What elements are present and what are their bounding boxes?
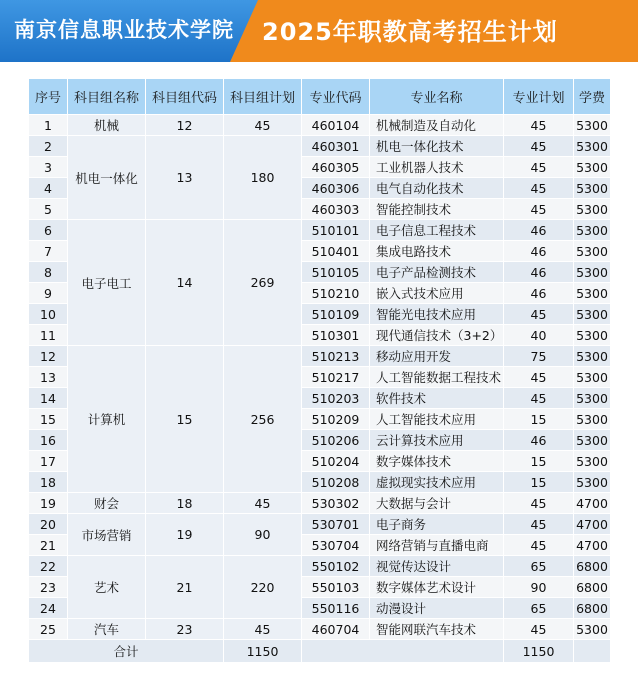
row-number: 2	[29, 136, 68, 157]
column-header: 专业代码	[302, 79, 370, 115]
major-name-cell: 动漫设计	[370, 598, 504, 619]
major-code-cell: 510208	[302, 472, 370, 493]
major-code-cell: 530701	[302, 514, 370, 535]
major-plan-cell: 45	[504, 157, 574, 178]
tuition-cell: 5300	[574, 472, 611, 493]
major-code-cell: 460305	[302, 157, 370, 178]
major-name-cell: 机械制造及自动化	[370, 115, 504, 136]
group-name-cell: 机械	[68, 115, 146, 136]
major-code-cell: 550102	[302, 556, 370, 577]
major-name-cell: 现代通信技术（3+2）	[370, 325, 504, 346]
major-code-cell: 550116	[302, 598, 370, 619]
tuition-cell: 6800	[574, 598, 611, 619]
group-plan-cell: 220	[224, 556, 302, 619]
major-name-cell: 人工智能技术应用	[370, 409, 504, 430]
table-row	[29, 514, 611, 535]
total-label-cell: 合计	[29, 640, 224, 663]
group-name-cell: 电子电工	[68, 220, 146, 346]
tuition-cell: 4700	[574, 493, 611, 514]
major-code-cell: 460704	[302, 619, 370, 640]
row-number: 19	[29, 493, 68, 514]
row-number: 13	[29, 367, 68, 388]
row-number: 16	[29, 430, 68, 451]
column-header: 科目组名称	[68, 79, 146, 115]
group-plan-cell: 45	[224, 115, 302, 136]
group-code-cell: 12	[146, 115, 224, 136]
column-header: 专业名称	[370, 79, 504, 115]
total-row	[29, 640, 611, 663]
major-plan-cell: 46	[504, 220, 574, 241]
major-plan-cell: 45	[504, 136, 574, 157]
group-plan-cell: 256	[224, 346, 302, 493]
major-name-cell: 数字媒体艺术设计	[370, 577, 504, 598]
row-number: 11	[29, 325, 68, 346]
major-name-cell: 集成电路技术	[370, 241, 504, 262]
major-plan-cell: 40	[504, 325, 574, 346]
major-plan-cell: 45	[504, 178, 574, 199]
row-number: 25	[29, 619, 68, 640]
major-plan-cell: 45	[504, 619, 574, 640]
table-row	[29, 556, 611, 577]
group-code-cell: 14	[146, 220, 224, 346]
tuition-cell: 5300	[574, 346, 611, 367]
group-plan-cell: 90	[224, 514, 302, 556]
major-plan-cell: 65	[504, 598, 574, 619]
major-name-cell: 电气自动化技术	[370, 178, 504, 199]
table-row	[29, 619, 611, 640]
group-code-cell: 15	[146, 346, 224, 493]
row-number: 7	[29, 241, 68, 262]
group-code-cell: 19	[146, 514, 224, 556]
row-number: 9	[29, 283, 68, 304]
group-name-cell: 计算机	[68, 346, 146, 493]
row-number: 10	[29, 304, 68, 325]
major-name-cell: 嵌入式技术应用	[370, 283, 504, 304]
row-number: 23	[29, 577, 68, 598]
major-code-cell: 460303	[302, 199, 370, 220]
tuition-cell: 5300	[574, 157, 611, 178]
tuition-cell: 5300	[574, 409, 611, 430]
row-number: 20	[29, 514, 68, 535]
tuition-cell: 5300	[574, 199, 611, 220]
row-number: 24	[29, 598, 68, 619]
row-number: 18	[29, 472, 68, 493]
major-code-cell: 510109	[302, 304, 370, 325]
total-fee-spacer-cell	[574, 640, 611, 663]
tuition-cell: 5300	[574, 304, 611, 325]
major-code-cell: 510401	[302, 241, 370, 262]
tuition-cell: 5300	[574, 283, 611, 304]
table-row	[29, 346, 611, 367]
major-plan-cell: 75	[504, 346, 574, 367]
major-plan-cell: 15	[504, 472, 574, 493]
major-plan-cell: 45	[504, 367, 574, 388]
total-spacer-cell	[302, 640, 504, 663]
major-name-cell: 大数据与会计	[370, 493, 504, 514]
major-plan-cell: 15	[504, 451, 574, 472]
tuition-cell: 4700	[574, 535, 611, 556]
tuition-cell: 6800	[574, 556, 611, 577]
major-plan-cell: 45	[504, 304, 574, 325]
major-plan-cell: 46	[504, 430, 574, 451]
major-plan-cell: 46	[504, 262, 574, 283]
row-number: 22	[29, 556, 68, 577]
tuition-cell: 5300	[574, 136, 611, 157]
table-body	[29, 115, 611, 663]
major-plan-cell: 45	[504, 514, 574, 535]
major-name-cell: 网络营销与直播电商	[370, 535, 504, 556]
row-number: 17	[29, 451, 68, 472]
tuition-cell: 5300	[574, 388, 611, 409]
group-code-cell: 23	[146, 619, 224, 640]
major-code-cell: 530302	[302, 493, 370, 514]
row-number: 12	[29, 346, 68, 367]
header-banner	[0, 0, 638, 62]
major-name-cell: 智能光电技术应用	[370, 304, 504, 325]
major-code-cell: 510206	[302, 430, 370, 451]
major-name-cell: 虚拟现实技术应用	[370, 472, 504, 493]
total-group-plan-cell: 1150	[224, 640, 302, 663]
major-name-cell: 电子商务	[370, 514, 504, 535]
group-code-cell: 13	[146, 136, 224, 220]
group-plan-cell: 180	[224, 136, 302, 220]
major-code-cell: 510101	[302, 220, 370, 241]
major-code-cell: 510209	[302, 409, 370, 430]
column-header: 专业计划	[504, 79, 574, 115]
row-number: 15	[29, 409, 68, 430]
school-name: 南京信息职业技术学院	[14, 18, 234, 42]
group-code-cell: 21	[146, 556, 224, 619]
table-header-row	[29, 79, 611, 115]
group-name-cell: 财会	[68, 493, 146, 514]
tuition-cell: 5300	[574, 115, 611, 136]
major-plan-cell: 46	[504, 241, 574, 262]
tuition-cell: 5300	[574, 451, 611, 472]
tuition-cell: 5300	[574, 220, 611, 241]
group-plan-cell: 45	[224, 493, 302, 514]
tuition-cell: 4700	[574, 514, 611, 535]
group-plan-cell: 45	[224, 619, 302, 640]
row-number: 8	[29, 262, 68, 283]
major-name-cell: 视觉传达设计	[370, 556, 504, 577]
column-header: 序号	[29, 79, 68, 115]
tuition-cell: 5300	[574, 619, 611, 640]
group-name-cell: 机电一体化	[68, 136, 146, 220]
major-code-cell: 510213	[302, 346, 370, 367]
major-name-cell: 智能网联汽车技术	[370, 619, 504, 640]
group-code-cell: 18	[146, 493, 224, 514]
row-number: 21	[29, 535, 68, 556]
major-name-cell: 工业机器人技术	[370, 157, 504, 178]
major-code-cell: 460306	[302, 178, 370, 199]
major-name-cell: 电子产品检测技术	[370, 262, 504, 283]
table-row	[29, 115, 611, 136]
total-major-plan-cell: 1150	[504, 640, 574, 663]
major-plan-cell: 65	[504, 556, 574, 577]
major-plan-cell: 45	[504, 199, 574, 220]
group-name-cell: 艺术	[68, 556, 146, 619]
row-number: 5	[29, 199, 68, 220]
major-name-cell: 人工智能数据工程技术	[370, 367, 504, 388]
major-code-cell: 510210	[302, 283, 370, 304]
group-name-cell: 汽车	[68, 619, 146, 640]
major-name-cell: 软件技术	[370, 388, 504, 409]
major-name-cell: 机电一体化技术	[370, 136, 504, 157]
tuition-cell: 6800	[574, 577, 611, 598]
major-plan-cell: 46	[504, 283, 574, 304]
group-name-cell: 市场营销	[68, 514, 146, 556]
table-row	[29, 136, 611, 157]
row-number: 4	[29, 178, 68, 199]
table-row	[29, 493, 611, 514]
major-plan-cell: 45	[504, 493, 574, 514]
column-header: 科目组计划	[224, 79, 302, 115]
tuition-cell: 5300	[574, 367, 611, 388]
enrollment-plan-table	[28, 78, 611, 663]
row-number: 14	[29, 388, 68, 409]
table-row	[29, 220, 611, 241]
row-number: 1	[29, 115, 68, 136]
tuition-cell: 5300	[574, 430, 611, 451]
major-plan-cell: 45	[504, 115, 574, 136]
column-header: 科目组代码	[146, 79, 224, 115]
group-plan-cell: 269	[224, 220, 302, 346]
tuition-cell: 5300	[574, 178, 611, 199]
major-name-cell: 智能控制技术	[370, 199, 504, 220]
column-header: 学费	[574, 79, 611, 115]
major-code-cell: 460301	[302, 136, 370, 157]
major-plan-cell: 90	[504, 577, 574, 598]
major-code-cell: 550103	[302, 577, 370, 598]
major-plan-cell: 15	[504, 409, 574, 430]
major-plan-cell: 45	[504, 535, 574, 556]
major-name-cell: 云计算技术应用	[370, 430, 504, 451]
major-code-cell: 460104	[302, 115, 370, 136]
major-code-cell: 510301	[302, 325, 370, 346]
major-name-cell: 数字媒体技术	[370, 451, 504, 472]
row-number: 3	[29, 157, 68, 178]
row-number: 6	[29, 220, 68, 241]
major-code-cell: 510203	[302, 388, 370, 409]
tuition-cell: 5300	[574, 325, 611, 346]
major-code-cell: 510217	[302, 367, 370, 388]
major-code-cell: 510204	[302, 451, 370, 472]
major-name-cell: 电子信息工程技术	[370, 220, 504, 241]
major-code-cell: 510105	[302, 262, 370, 283]
major-name-cell: 移动应用开发	[370, 346, 504, 367]
tuition-cell: 5300	[574, 241, 611, 262]
plan-title: 2025年职教高考招生计划	[262, 18, 558, 46]
major-code-cell: 530704	[302, 535, 370, 556]
tuition-cell: 5300	[574, 262, 611, 283]
major-plan-cell: 45	[504, 388, 574, 409]
